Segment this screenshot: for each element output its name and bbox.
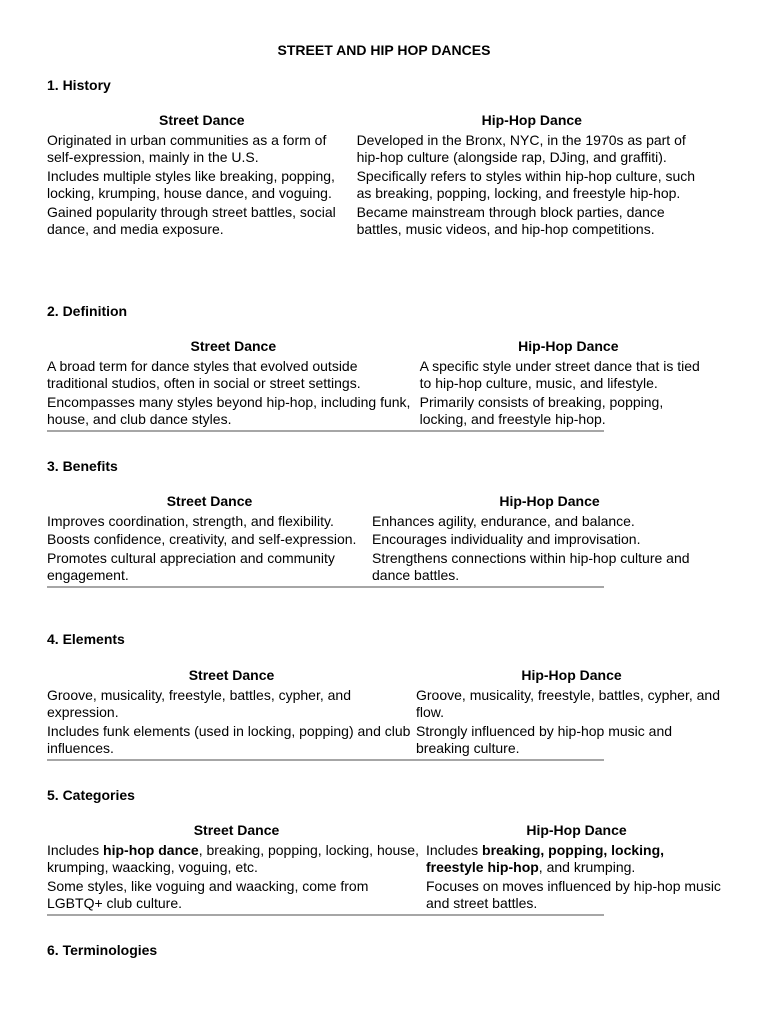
table-cell: Boosts confidence, creativity, and self-expression. — [47, 531, 357, 547]
table-row — [47, 842, 727, 877]
table-row — [47, 723, 727, 758]
categories-table — [47, 822, 727, 916]
table-cell: Focuses on moves influenced by hip-hop music and street battles. — [426, 877, 721, 911]
table-cell: Specifically refers to styles within hip-hop culture, such as breaking, popping, locking, and freestyle hip-hop. — [356, 167, 696, 201]
table-cell: Developed in the Bronx, NYC, in the 1970s as part of hip-hop culture (alongside rap, DJing, and graffiti). — [356, 131, 686, 165]
benefits-table — [47, 493, 727, 588]
table-row — [47, 132, 707, 167]
column-header-street-dance: Street Dance — [158, 112, 245, 128]
document-title: STREET AND HIP HOP DANCES — [277, 42, 491, 58]
table-row — [47, 204, 707, 239]
table-cell: Strongly influenced by hip-hop music and breaking culture. — [416, 722, 673, 756]
table-row — [47, 878, 727, 913]
column-header-street-dance: Street Dance — [166, 493, 253, 509]
table-cell: Includes breaking, popping, locking, freestyle hip-hop, and krumping. — [426, 841, 665, 875]
table-bottom-rule — [47, 759, 604, 761]
table-cell: Groove, musicality, freestyle, battles, cypher, and flow. — [416, 686, 720, 720]
section-heading-benefits: 3. Benefits — [47, 458, 118, 474]
table-cell: Became mainstream through block parties, dance battles, music videos, and hip-hop competitions. — [356, 203, 665, 237]
column-header-hip-hop-dance: Hip-Hop Dance — [499, 493, 600, 509]
table-cell: Encourages individuality and improvisation. — [372, 531, 641, 547]
history-table — [47, 112, 707, 240]
section-heading-history: 1. History — [47, 77, 111, 93]
column-header-street-dance: Street Dance — [193, 822, 280, 838]
table-cell: Some styles, like voguing and waacking, come from LGBTQ+ club culture. — [47, 877, 369, 911]
section-heading-definition: 2. Definition — [47, 303, 128, 319]
table-row — [47, 531, 727, 549]
table-row — [47, 687, 727, 722]
table-cell: Originated in urban communities as a form of self-expression, mainly in the U.S. — [47, 131, 327, 165]
table-cell: Includes funk elements (used in locking, popping) and club influences. — [47, 722, 411, 756]
table-row — [47, 394, 717, 429]
column-header-hip-hop-dance: Hip-Hop Dance — [518, 338, 619, 354]
column-header-street-dance: Street Dance — [188, 667, 275, 683]
table-row — [47, 168, 707, 203]
table-bottom-rule — [47, 430, 604, 432]
table-cell: Groove, musicality, freestyle, battles, cypher, and expression. — [47, 686, 351, 720]
column-header-street-dance: Street Dance — [190, 338, 277, 354]
section-heading-terminologies: 6. Terminologies — [47, 942, 158, 958]
table-cell: Enhances agility, endurance, and balance. — [372, 512, 635, 529]
section-heading-categories: 5. Categories — [47, 787, 135, 803]
table-cell: Improves coordination, strength, and flexibility. — [47, 512, 334, 529]
bold-text: breaking, popping, locking, freestyle hip-hop — [426, 841, 665, 875]
table-cell: Promotes cultural appreciation and community engagement. — [47, 549, 335, 583]
table-cell: Encompasses many styles beyond hip-hop, including funk, house, and club dance styles. — [47, 393, 411, 427]
table-cell: Includes hip-hop dance, breaking, popping, locking, house, krumping, waacking, voguing, etc. — [47, 841, 419, 875]
table-cell: Gained popularity through street battles, social dance, and media exposure. — [47, 203, 336, 237]
table-cell: Primarily consists of breaking, popping, locking, and freestyle hip-hop. — [419, 393, 664, 427]
elements-table — [47, 667, 727, 761]
table-cell: A broad term for dance styles that evolved outside traditional studios, often in social or street settings. — [47, 357, 361, 391]
table-row — [47, 513, 727, 531]
column-header-hip-hop-dance: Hip-Hop Dance — [481, 112, 582, 128]
table-bottom-rule — [47, 586, 604, 588]
definition-table — [47, 338, 717, 432]
table-row — [47, 550, 727, 585]
table-cell: Includes multiple styles like breaking, popping, locking, krumping, house dance, and voguing. — [47, 167, 335, 201]
bold-text: hip-hop dance — [103, 841, 199, 858]
table-row — [47, 358, 717, 393]
table-bottom-rule — [47, 914, 604, 916]
section-heading-elements: 4. Elements — [47, 631, 125, 647]
column-header-hip-hop-dance: Hip-Hop Dance — [526, 822, 627, 838]
table-cell: A specific style under street dance that is tied to hip-hop culture, music, and lifestyle. — [419, 357, 700, 391]
table-cell: Strengthens connections within hip-hop culture and dance battles. — [372, 549, 690, 583]
column-header-hip-hop-dance: Hip-Hop Dance — [521, 667, 622, 683]
